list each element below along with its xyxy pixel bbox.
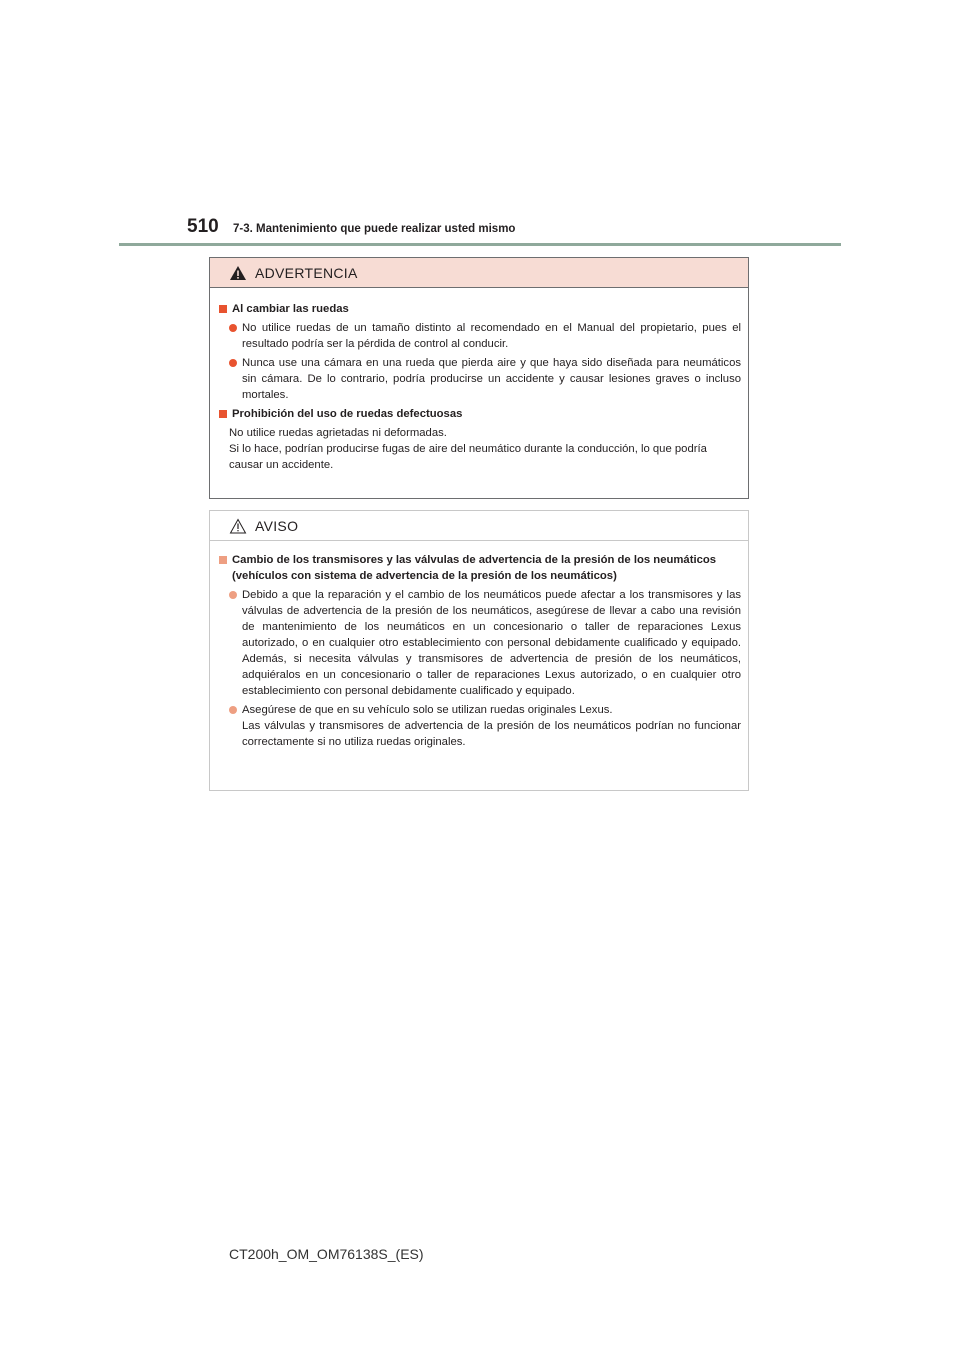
- warning-heading-1: Al cambiar las ruedas: [219, 301, 741, 317]
- round-bullet-icon: [229, 324, 237, 332]
- square-bullet-icon: [219, 305, 227, 313]
- notice-bullet-1: Debido a que la reparación y el cambio de los neumáticos puede afectar a los transmisores y las válvulas de advertencia de la presión de los neumáticos, asegúrese de llevar a cabo una revisión de mantenimiento de los neumáticos en un concesionario o taller de reparaciones Lexus autorizado, o en cualquier otro establecimiento con personal debidamente cualificado y equipado. Además, si necesita válvulas y transmisores de advertencia de presión de los neumáticos, adquiéralos en un concesionario o taller de reparaciones Lexus autorizado, o en cualquier otro establecimiento con personal debidamente cualificado y equipado.: [229, 587, 741, 699]
- page-number: 510: [187, 216, 219, 237]
- square-bullet-icon: [219, 556, 227, 564]
- notice-label: AVISO: [255, 517, 299, 534]
- notice-header: [210, 511, 748, 541]
- notice-body: [210, 541, 748, 750]
- warning-triangle-icon: [229, 265, 247, 281]
- warning-heading-2: Prohibición del uso de ruedas defectuosas: [219, 406, 741, 422]
- round-bullet-icon: [229, 706, 237, 714]
- warning-label: ADVERTENCIA: [255, 264, 358, 281]
- warning-header: [210, 258, 748, 288]
- document-code: CT200h_OM_OM76138S_(ES): [229, 1246, 424, 1262]
- warning-bullet-1: No utilice ruedas de un tamaño distinto al recomendado en el Manual del propietario, pues el resultado podría ser la pérdida de control al conducir.: [229, 320, 741, 352]
- round-bullet-icon: [229, 359, 237, 367]
- square-bullet-icon: [219, 410, 227, 418]
- header-divider: [119, 243, 841, 246]
- warning-paragraph: No utilice ruedas agrietadas ni deformadas. Si lo hace, podrían producirse fugas de aire del neumático durante la conducción, lo que podría causar un accidente.: [229, 427, 707, 471]
- notice-bullet-2: Asegúrese de que en su vehículo solo se utilizan ruedas originales Lexus. Las válvulas y transmisores de advertencia de la presión de los neumáticos podrían no funcionar correctamente si no utiliza ruedas originales.: [229, 702, 741, 750]
- round-bullet-icon: [229, 591, 237, 599]
- notice-box: [209, 510, 749, 791]
- caution-triangle-icon: [229, 518, 247, 534]
- warning-box: [209, 257, 749, 499]
- warning-bullet-2: Nunca use una cámara en una rueda que pierda aire y que haya sido diseñada para neumáticos sin cámara. De lo contrario, podría producirse un accidente y causar lesiones graves o incluso mortales.: [229, 355, 741, 403]
- section-title: 7-3. Mantenimiento que puede realizar usted mismo: [233, 223, 516, 235]
- warning-body: [210, 288, 748, 473]
- notice-heading-1: Cambio de los transmisores y las válvulas de advertencia de la presión de los neumáticos (vehículos con sistema de advertencia de la presión de los neumáticos): [219, 552, 741, 584]
